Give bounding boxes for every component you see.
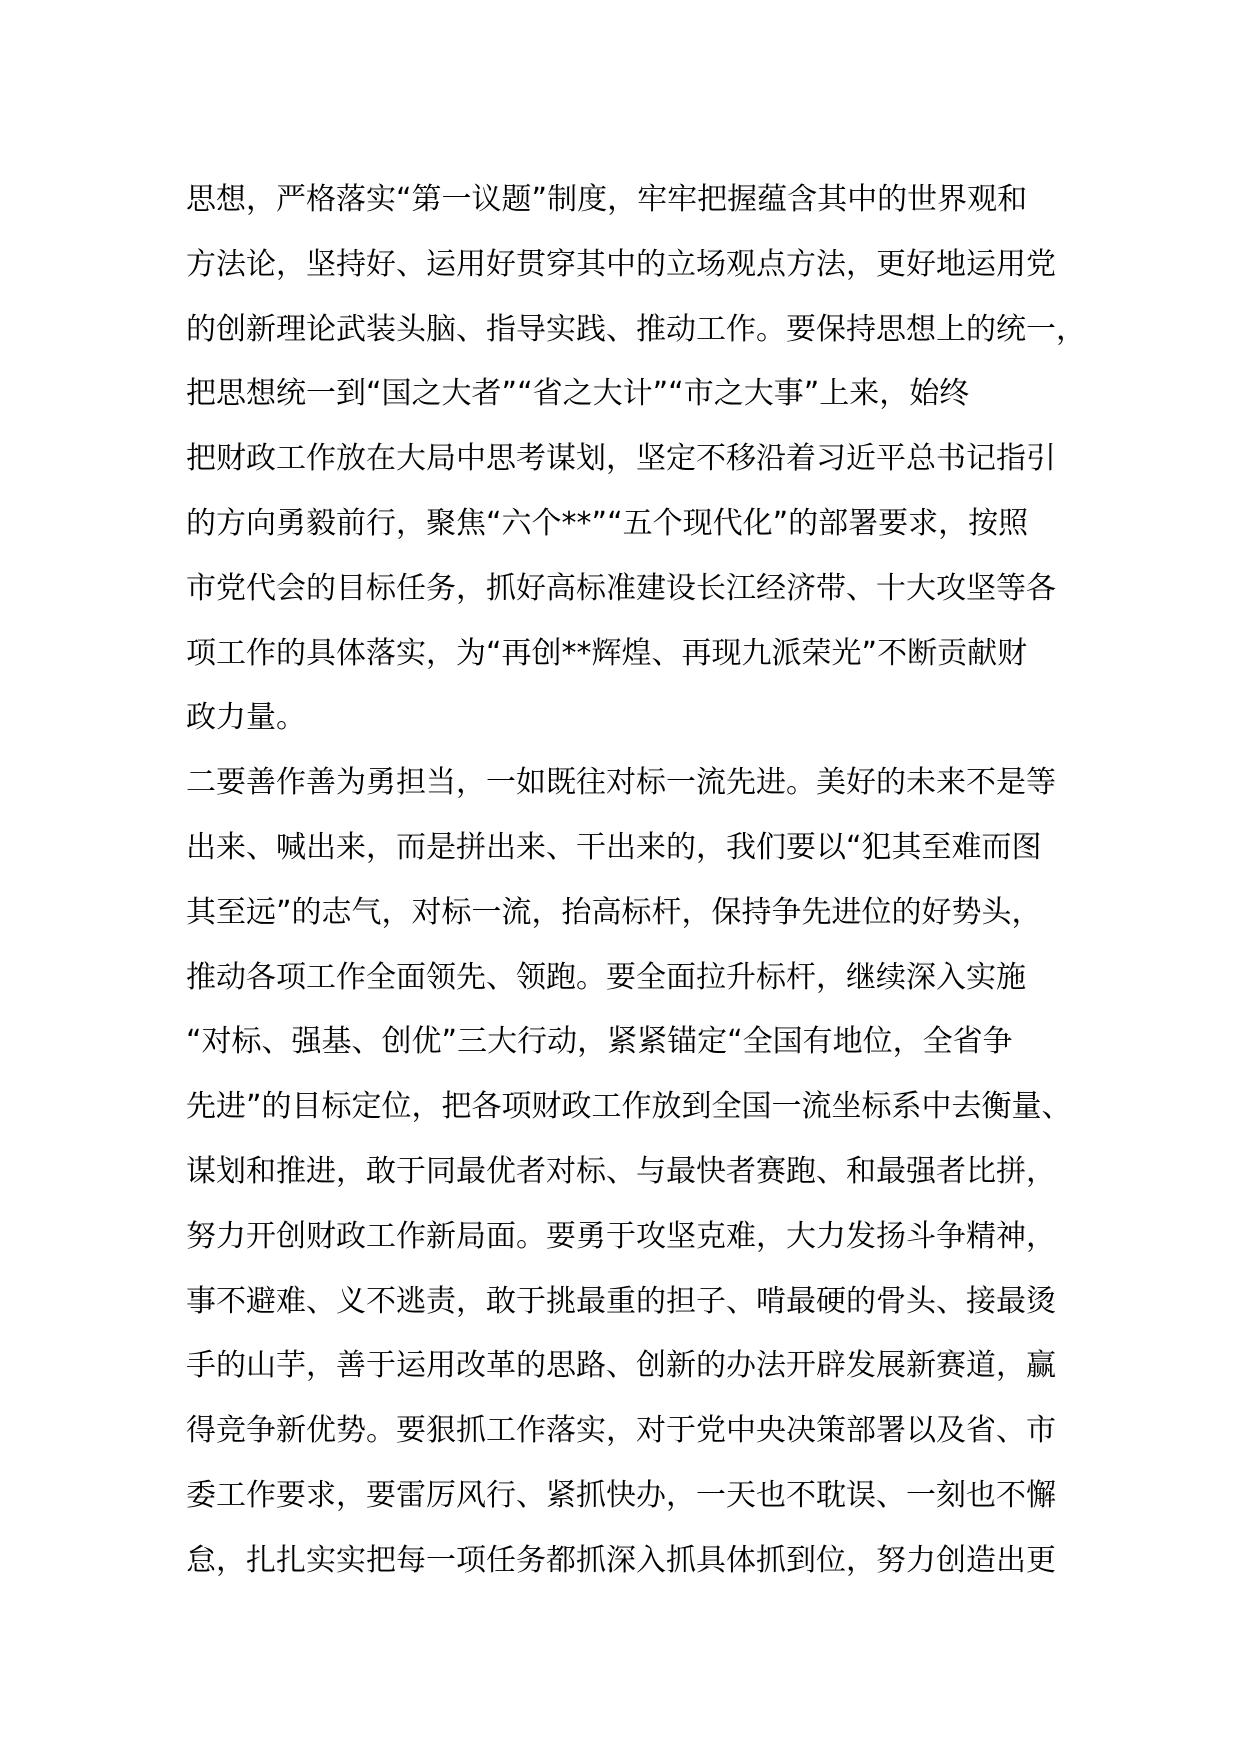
body-text	[186, 168, 1086, 1594]
text-line: 谋划和推进，敢于同最优者对标、与最快者赛跑、和最强者比拼，	[186, 1153, 1056, 1189]
text-line: 得竞争新优势。要狠抓工作落实，对于党中央决策部署以及省、市	[186, 1413, 1056, 1449]
text-line: 二要善作善为勇担当，一如既往对标一流先进。美好的未来不是等	[186, 765, 1056, 801]
text-line: 思想，严格落实“第一议题”制度，牢牢把握蕴含其中的世界观和	[186, 182, 1028, 217]
text-line: 怠，扎扎实实把每一项任务都抓深入抓具体抓到位，努力创造出更	[186, 1542, 1056, 1578]
text-line: 的创新理论武装头脑、指导实践、推动工作。要保持思想上的统一，	[186, 311, 1086, 347]
text-line: 方法论，坚持好、运用好贯穿其中的立场观点方法，更好地运用党	[186, 246, 1056, 282]
text-line: 把思想统一到“国之大者”“省之大计”“市之大事”上来，始终	[186, 376, 970, 412]
text-line: 委工作要求，要雷厉风行、紧抓快办，一天也不耽误、一刻也不懈	[186, 1477, 1056, 1513]
text-line: 先进”的目标定位，把各项财政工作放到全国一流坐标系中去衡量、	[186, 1089, 1072, 1125]
text-line: 事不避难、义不逃责，敢于挑最重的担子、啃最硬的骨头、接最烫	[186, 1283, 1056, 1319]
text-line: 政力量。	[186, 700, 306, 736]
text-line: 手的山芋，善于运用改革的思路、创新的办法开辟发展新赛道，赢	[186, 1348, 1056, 1384]
text-line: 的方向勇毅前行，聚焦“六个**”“五个现代化”的部署要求，按照	[186, 505, 1029, 541]
text-line: 其至远”的志气，对标一流，抬高标杆，保持争先进位的好势头，	[186, 894, 1042, 930]
text-line: 推动各项工作全面领先、领跑。要全面拉升标杆，继续深入实施	[186, 959, 1026, 995]
text-line: 把财政工作放在大局中思考谋划，坚定不移沿着习近平总书记指引	[186, 441, 1056, 477]
text-line: 项工作的具体落实，为“再创**辉煌、再现九派荣光”不断贡献财	[186, 635, 1028, 671]
text-line: 市党代会的目标任务，抓好高标准建设长江经济带、十大攻坚等各	[186, 570, 1056, 606]
text-line: “对标、强基、创优”三大行动，紧紧锚定“全国有地位，全省争	[186, 1024, 1013, 1060]
text-line: 努力开创财政工作新局面。要勇于攻坚克难，大力发扬斗争精神，	[186, 1218, 1056, 1254]
text-line: 出来、喊出来，而是拼出来、干出来的，我们要以“犯其至难而图	[186, 829, 1042, 865]
